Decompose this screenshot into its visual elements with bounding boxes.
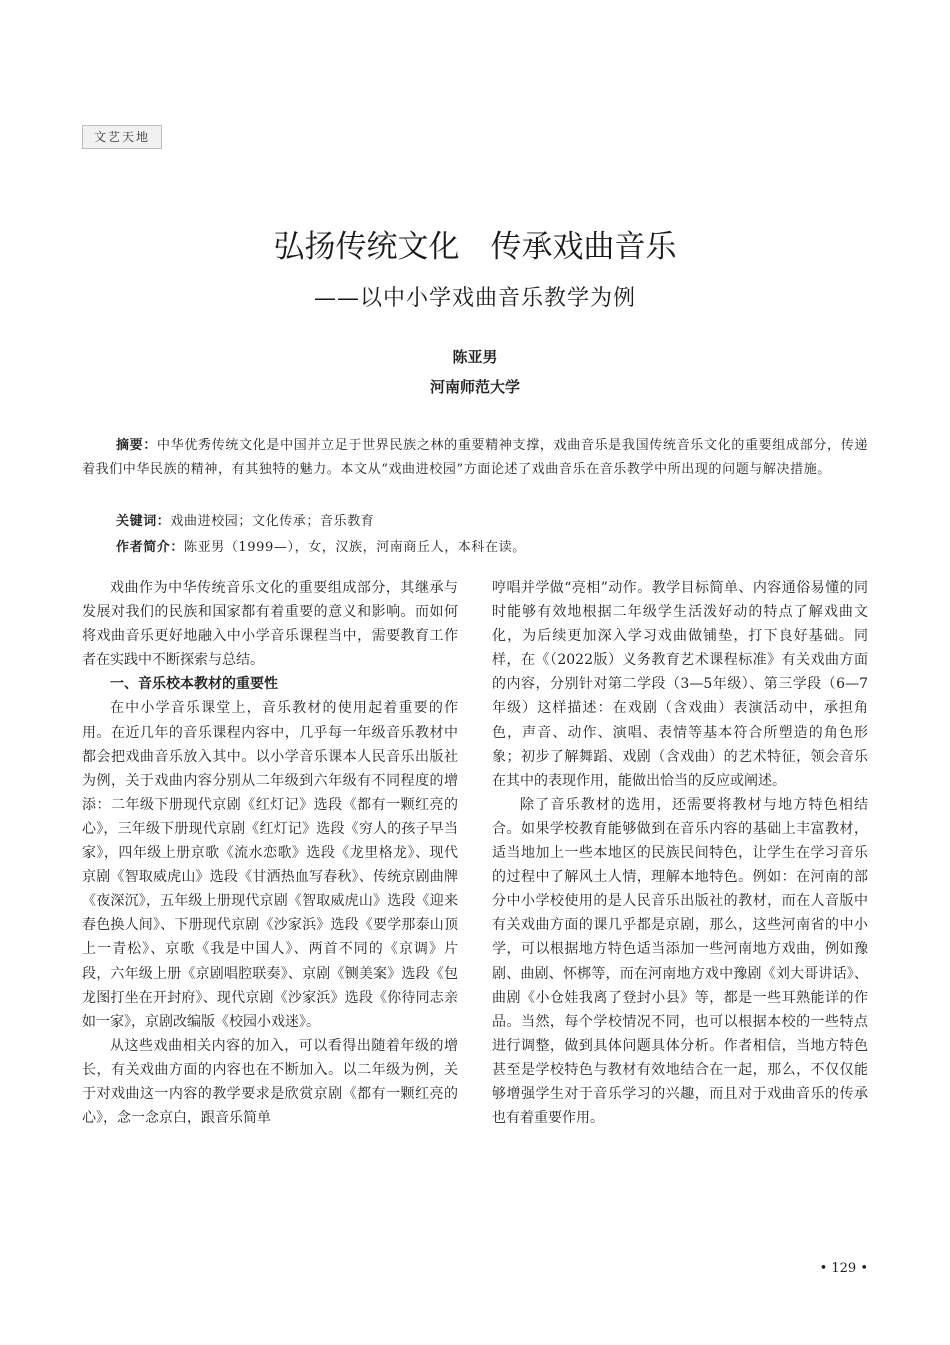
abstract-text: 中华优秀传统文化是中国并立足于世界民族之林的重要精神支撑，戏曲音乐是我国传统音乐文化的重要组成部分，传递着我们中华民族的精神，有其独特的魅力。本文从“戏曲进校园”方面论述了戏曲音乐在音乐教学中所出现的问题与解决措施。: [82, 438, 868, 477]
body-column-left: [82, 576, 458, 1130]
bio-label: 作者简介：: [116, 540, 185, 555]
paragraph: 戏曲作为中华传统音乐文化的重要组成部分，其继承与发展对我们的民族和国家都有着重要的意义和影响。而如何将戏曲音乐更好地融入中小学音乐课程当中，需要教育工作者在实践中不断探索与总结。: [82, 580, 458, 669]
abstract: [82, 434, 868, 482]
abstract-label: 摘要：: [116, 438, 158, 453]
body-column-right: [492, 576, 868, 1130]
keywords-text: 戏曲进校园；文化传承；音乐教育: [170, 514, 375, 529]
paragraph-continued: 哼唱并学做“亮相”动作。教学目标简单、内容通俗易懂的同时能够有效地根据二年级学生活泼好动的特点了解戏曲文化，为后续更加深入学习戏曲做铺垫，打下良好基础。同样，在《（2022版）义务教育艺术课程标准》有关戏曲方面的内容，分别针对第二学段（3—5年级）、第三学段（6—7年级）这样描述：在戏剧（含戏曲）表演活动中，承担角色，声音、动作、演唱、表情等基本符合所塑造的角色形象；初步了解舞蹈、戏剧（含戏曲）的艺术特征，领会音乐在其中的表现作用，能做出恰当的反应或阐述。: [492, 580, 868, 789]
paragraph: 在中小学音乐课堂上，音乐教材的使用起着重要的作用。在近几年的音乐课程内容中，几乎每一年级音乐教材中都会把戏曲音乐放入其中。以小学音乐课本人民音乐出版社为例，关于戏曲内容分别从二年级到六年级有不同程度的增添：二年级下册现代京剧《红灯记》选段《都有一颗红亮的心》，三年级下册现代京剧《红灯记》选段《穷人的孩子早当家》，四年级上册京歌《流水恋歌》选段《龙里格龙》、现代京剧《智取威虎山》选段《甘洒热血写春秋》、传统京剧曲牌《夜深沉》，五年级上册现代京剧《智取威虎山》选段《迎来春色换人间》、下册现代京剧《沙家浜》选段《要学那泰山顶上一青松》、京歌《我是中国人》、两首不同的《京调》片段，六年级上册《京剧唱腔联奏》、京剧《铡美案》选段《包龙图打坐在开封府》、现代京剧《沙家浜》选段《你待同志亲如一家》，京剧改编版《校园小戏迷》。: [82, 700, 458, 1030]
article-title: 弘扬传统文化 传承戏曲音乐: [273, 229, 677, 265]
paragraph: 从这些戏曲相关内容的加入，可以看得出随着年级的增长，有关戏曲方面的内容也在不断加入。以二年级为例，关于对戏曲这一内容的教学要求是欣赏京剧《都有一颗红亮的心》，念一念京白，跟音乐简单: [82, 1037, 458, 1127]
page-number: • 129 •: [819, 1261, 868, 1276]
article-subtitle: ——以中小学戏曲音乐教学为例: [313, 286, 636, 311]
keywords: [82, 510, 902, 534]
paragraph: 除了音乐教材的选用，还需要将教材与地方特色相结合。如果学校教育能够做到在音乐内容的基础上丰富教材，适当地加上一些本地区的民族民间特色，让学生在学习音乐的过程中了解风土人情，理解本地特色。例如：在河南的部分中小学校使用的是人民音乐出版社的教材，而在人音版中有关戏曲方面的课几乎都是京剧，那么，这些河南省的中小学，可以根据地方特色适当添加一些河南地方戏曲，例如豫剧、曲剧、怀梆等，而在河南地方戏中豫剧《刘大哥讲话》、曲剧《小仓娃我离了登封小县》等，都是一些耳熟能详的作品。当然，每个学校情况不同，也可以根据本校的一些特点进行调整，做到具体问题具体分析。作者相信，当地方特色甚至是学校特色与教材有效地结合在一起，那么，不仅仅能够增强学生对于音乐学习的兴趣，而且对于戏曲音乐的传承也有着重要作用。: [492, 796, 868, 1127]
author-bio: [82, 536, 902, 560]
keywords-label: 关键词：: [116, 514, 171, 529]
author-name: 陈亚男: [452, 348, 498, 366]
section-tag: 文艺天地: [82, 125, 162, 149]
section-heading: 一、音乐校本教材的重要性: [110, 676, 278, 693]
author-affiliation: 河南师范大学: [429, 378, 520, 396]
bio-text: 陈亚男（1999—），女，汉族，河南商丘人，本科在读。: [184, 540, 526, 555]
